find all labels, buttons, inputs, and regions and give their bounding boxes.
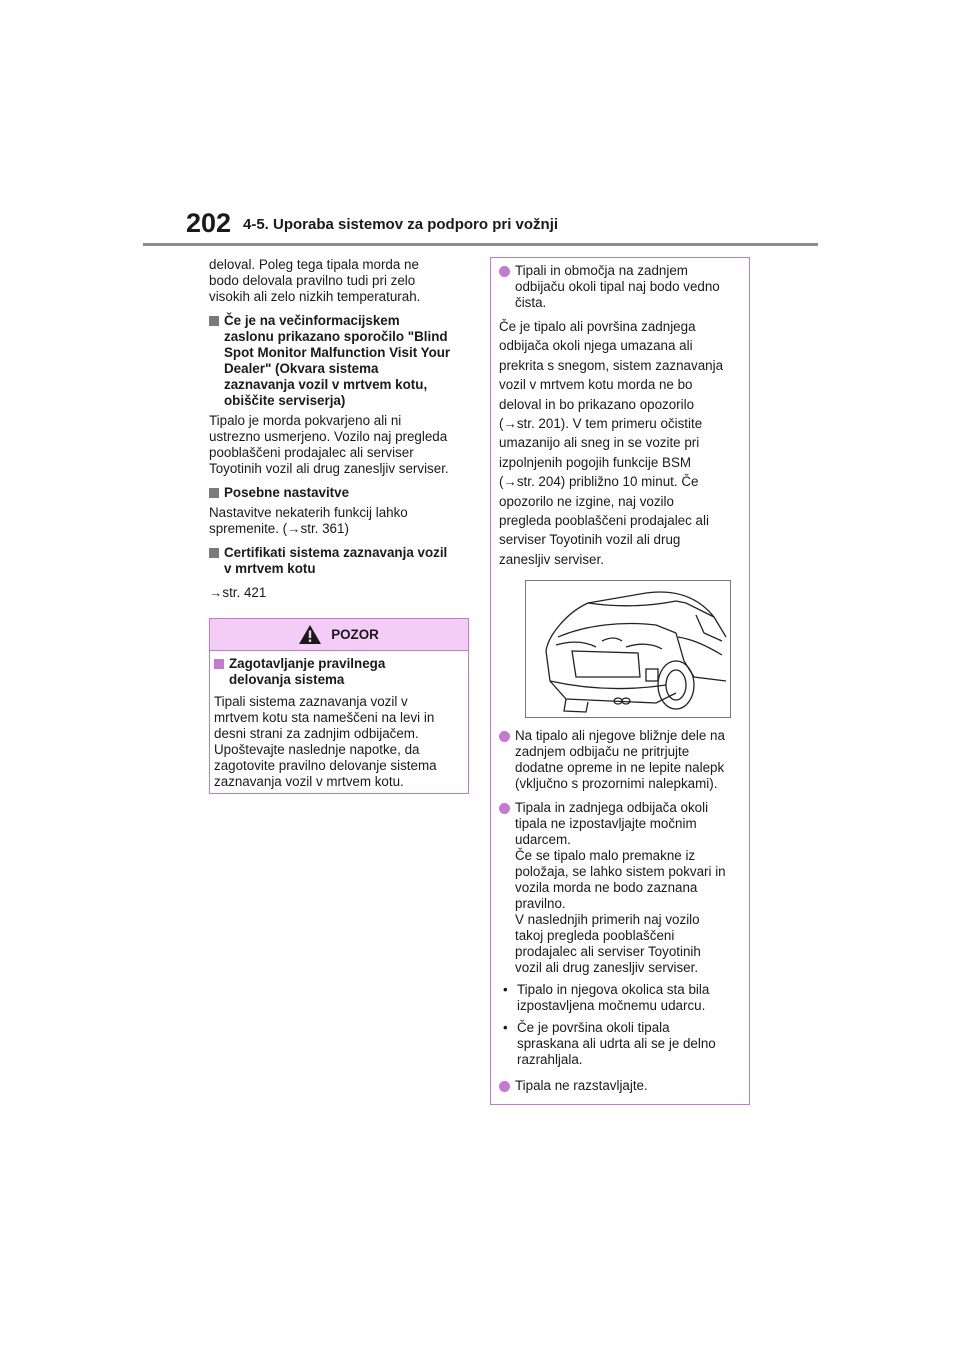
heading-bsm-malfunction: Če je na večinformacijskem zaslonu prikazano sporočilo "Blind Spot Monitor Malfunction Visit Your Dealer" (Okvara sistema zaznavanja vozil v mrtvem kotu, obiščite serviserja)	[209, 313, 471, 409]
dirty-sensor-paragraph: Če je tipalo ali površina zadnjega odbijača okoli njega umazana ali prekrita s snegom, sistem zaznavanja vozil v mrtvem kotu morda ne bo deloval in bo prikazano opozorilo (→str. 201). V tem primeru očistite umazanijo ali sneg in se vozite pri izpolnjenih pogojih funkcije BSM (→str. 204) približno 10 minut. Če opozorilo ne izgine, naj vozilo pregleda pooblaščeni prodajalec ali serviser Toyotinih vozil ali drug zanesljiv serviser.	[499, 319, 724, 567]
settings-paragraph: Nastavitve nekaterih funkcij lahko spremenite. (→str. 361)	[209, 505, 408, 536]
car-illustration-svg	[526, 581, 730, 717]
bullet-do-not-disassemble: Tipala ne razstavljajte.	[499, 1078, 741, 1094]
heading-certificates: Certifikati sistema zaznavanja vozil v mrtvem kotu	[209, 545, 471, 577]
bullet-keep-clean: Tipali in območja na zadnjem odbijaču okoli tipal naj bodo vedno čista.	[499, 263, 741, 311]
circle-bullet-icon	[499, 803, 510, 814]
warning-box	[209, 618, 469, 794]
malfunction-paragraph: Tipalo je morda pokvarjeno ali ni ustrezno usmerjeno. Vozilo naj pregleda pooblaščeni prodajalec ali serviser Toyotinih vozil ali drug zanesljiv serviser.	[209, 413, 449, 476]
warning-text: Tipali sistema zaznavanja vozil v mrtvem kotu sta nameščeni na levi in desni strani za zadnjim odbijačem. Upoštevajte naslednje napotke, da zagotovite pravilno delovanje sistema zaznavanja vozil v mrtvem kotu.	[214, 694, 437, 789]
circle-bullet-icon	[499, 1081, 510, 1092]
left-column	[209, 257, 471, 601]
header-rule	[143, 243, 818, 246]
car-rear-illustration	[525, 580, 731, 718]
square-bullet-icon	[214, 659, 224, 669]
section-title: 4-5. Uporaba sistemov za podporo pri vožnji	[243, 216, 559, 233]
square-bullet-icon	[209, 548, 219, 558]
page-number: 202	[186, 208, 232, 238]
dash-item-scratched: • Če je površina okoli tipala spraskana ali udrta ali se je delno razrahljala.	[503, 1020, 716, 1068]
bullet-no-impacts: Tipala in zadnjega odbijača okoli tipala ne izpostavljajte močnim udarcem. Če se tipalo malo premakne iz položaja, se lahko sistem pokvari in vozila morda ne bodo zaznana pravilno. V naslednjih primerih naj vozilo takoj pregleda pooblaščeni prodajalec ali serviser Toyotinih vozil ali drug zanesljiv serviser.	[499, 800, 741, 976]
warning-title: POZOR	[331, 627, 379, 642]
dash-item-strong-impact: • Tipalo in njegova okolica sta bila izpostavljena močnemu udarcu.	[503, 982, 710, 1014]
warning-header	[210, 619, 468, 651]
warning-heading: Zagotavljanje pravilnega delovanja sistema	[214, 656, 464, 688]
square-bullet-icon	[209, 316, 219, 326]
right-column-box	[490, 257, 750, 1105]
bullet-no-accessories: Na tipalo ali njegove bližnje dele na zadnjem odbijaču ne pritrjujte dodatne opreme in ne lepite nalepk (vključno s prozornimi nalepkami).	[499, 728, 741, 792]
square-bullet-icon	[209, 488, 219, 498]
certificates-reference: →str. 421	[209, 585, 267, 600]
circle-bullet-icon	[499, 266, 510, 277]
intro-paragraph: deloval. Poleg tega tipala morda ne bodo delovala pravilno tudi pri zelo visokih ali zelo nizkih temperaturah.	[209, 257, 421, 304]
warning-body	[210, 651, 468, 790]
warning-triangle-icon	[299, 625, 321, 644]
circle-bullet-icon	[499, 731, 510, 742]
heading-special-settings: Posebne nastavitve	[209, 485, 471, 501]
